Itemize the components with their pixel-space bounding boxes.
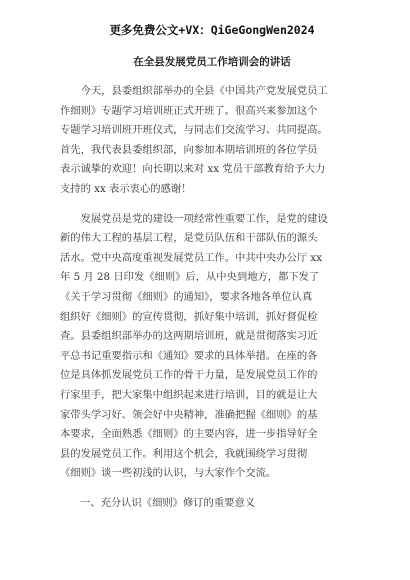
paragraph-line: 组织好《细则》的宣传贯彻，抓好集中培训，抓好督促检 [60, 310, 318, 323]
paragraph-line: 县的发展党员工作。利用这个机会，我就围绕学习贯彻 [60, 447, 308, 460]
paragraph-line: 行家里手，把大家集中组织起来进行培训，目的就是让大 [60, 388, 318, 401]
promo-header: 更多免费公文+VX：QiGeGongWen2024 [109, 23, 315, 37]
paragraph-line: 查。县委组织部举办的这两期培训班，就是贯彻落实习近 [60, 330, 318, 343]
paragraph-line: 表示诚挚的欢迎！向长期以来对 xx 党员干部教育给予大力 [60, 163, 326, 176]
paragraph-line: 活水。党中央高度重视发展党员工作。中共中央办公厅 xx [60, 251, 323, 264]
section-heading: 一、充分认识《细则》修订的重要意义 [80, 496, 256, 509]
paragraph-line: 位是具体抓发展党员工作的骨干力量，是发展党员工作的 [60, 369, 318, 382]
paragraph-line: 家带头学习好、领会好中央精神，准确把握《细则》的基 [60, 408, 318, 421]
document-title: 在全县发展党员工作培训会的讲话 [133, 56, 291, 68]
paragraph-line: 支持的 xx 表示衷心的感谢！ [60, 182, 192, 195]
paragraph-line: 平总书记重要指示和《通知》要求的具体举措。在座的各 [60, 349, 318, 362]
paragraph-line: 本要求，全面熟悉《细则》的主要内容，进一步指导好全 [60, 428, 318, 441]
paragraph-line: 专题学习培训班开班仪式，与同志们交流学习、共同提高。 [60, 124, 328, 137]
paragraph-line: 发展党员是党的建设一项经常性重要工作，是党的建设 [60, 212, 328, 225]
paragraph-line: 《细则》谈一些初浅的认识，与大家作个交流。 [60, 467, 277, 480]
paragraph-line: 新的伟大工程的基层工程，是党员队伍和干部队伍的源头 [60, 232, 318, 245]
paragraph-intro [60, 82, 364, 200]
paragraph-line: 作细则》专题学习培训班正式开班了。很高兴来参加这个 [60, 104, 318, 117]
paragraph-body [60, 210, 364, 484]
paragraph-line: 年 5 月 28 日印发《细则》后，从中央到地方，都下发了 [60, 271, 320, 284]
paragraph-line: 《关于学习贯彻《细则》的通知》，要求各地各单位认真 [60, 290, 313, 303]
paragraph-line: 首先，我代表县委组织部，向参加本期培训班的各位学员 [60, 143, 318, 156]
paragraph-line: 今天，县委组织部举办的全县《中国共产党发展党员工 [60, 85, 328, 97]
